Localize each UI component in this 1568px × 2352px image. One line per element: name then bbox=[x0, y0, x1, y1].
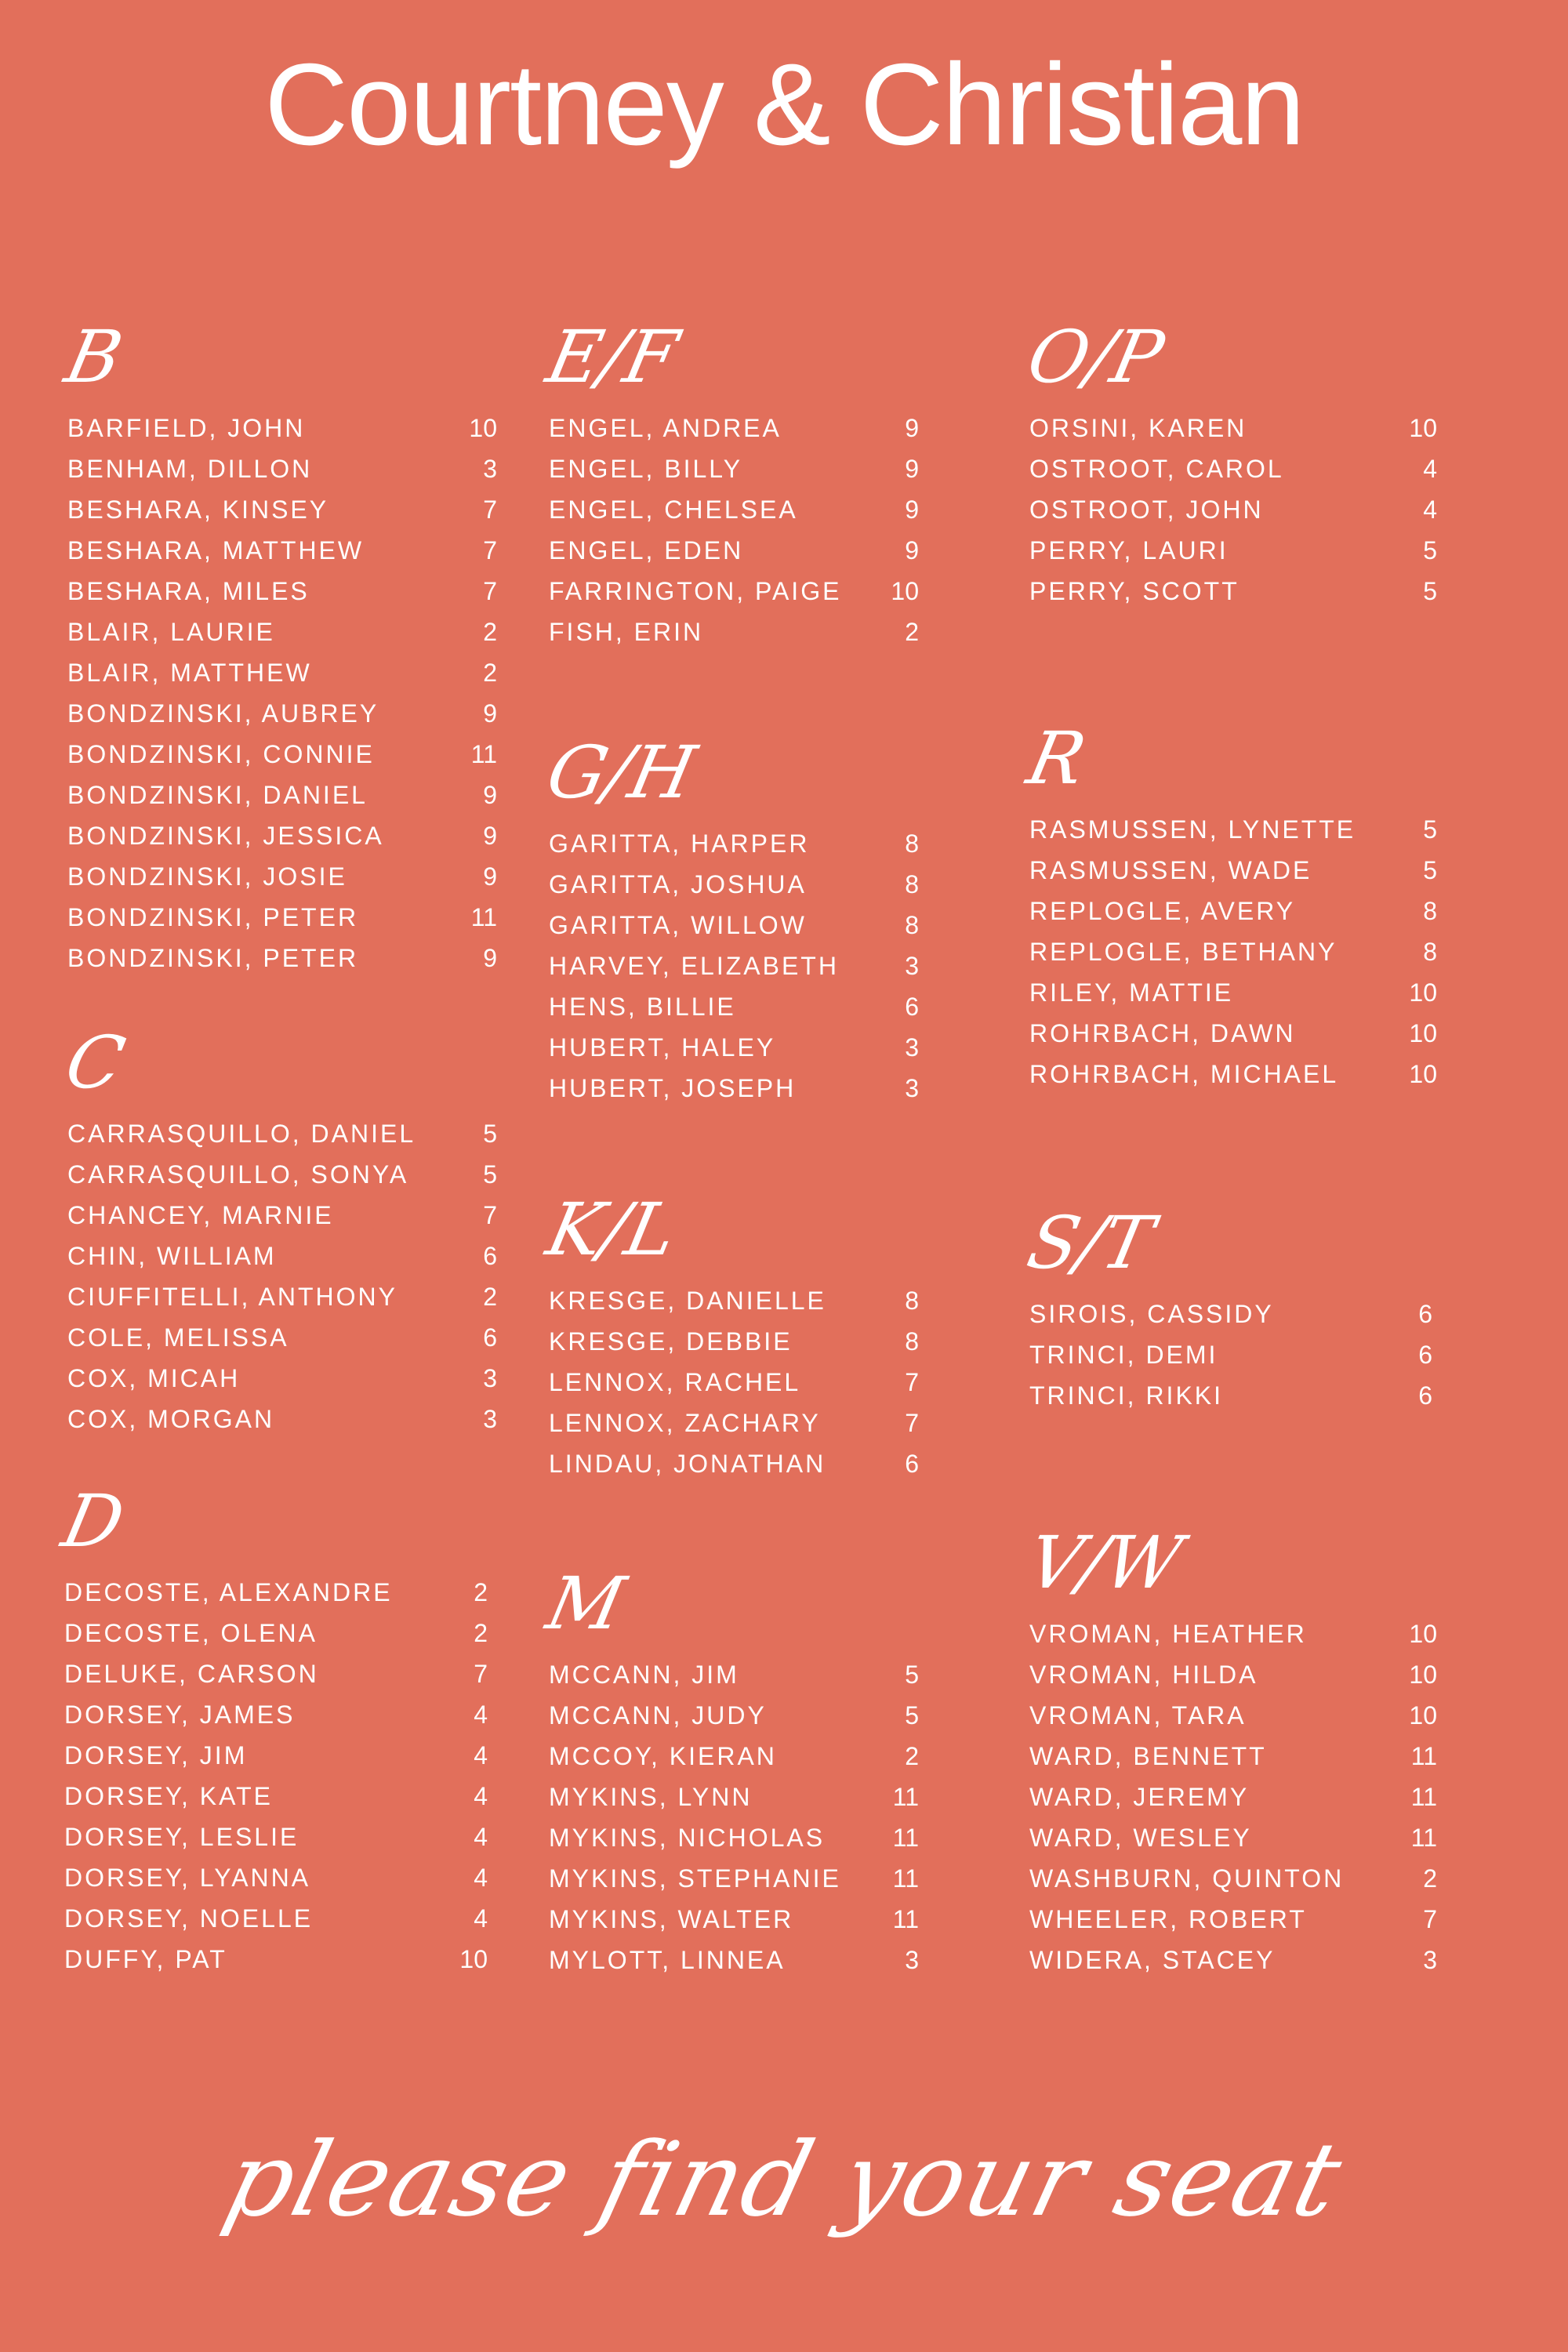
guest-name: KRESGE, DEBBIE bbox=[549, 1327, 793, 1356]
guest-name: BONDZINSKI, AUBREY bbox=[67, 699, 379, 728]
table-number: 5 bbox=[483, 1120, 497, 1148]
guest-name: BONDZINSKI, PETER bbox=[67, 903, 359, 931]
guest-name: SIROIS, CASSIDY bbox=[1029, 1300, 1274, 1328]
guest-row bbox=[549, 1362, 919, 1403]
guest-name: KRESGE, DANIELLE bbox=[549, 1287, 826, 1315]
table-number: 11 bbox=[1410, 1742, 1437, 1770]
table-number: 6 bbox=[905, 993, 919, 1021]
guest-name: REPLOGLE, BETHANY bbox=[1029, 938, 1338, 966]
guest-name: BONDZINSKI, DANIEL bbox=[67, 781, 368, 809]
table-number: 5 bbox=[1423, 815, 1437, 844]
guest-row bbox=[549, 408, 919, 448]
guest-name: MYKINS, STEPHANIE bbox=[549, 1864, 841, 1893]
guest-name: BONDZINSKI, JESSICA bbox=[67, 822, 384, 850]
guest-list bbox=[67, 408, 497, 978]
guest-name: BONDZINSKI, JOSIE bbox=[67, 862, 347, 891]
table-number: 7 bbox=[474, 1660, 488, 1688]
guest-list bbox=[549, 408, 919, 652]
guest-row bbox=[1029, 809, 1437, 850]
group-heading: B bbox=[58, 315, 130, 399]
guest-row bbox=[549, 530, 919, 571]
group-heading: D bbox=[55, 1479, 132, 1563]
table-number: 10 bbox=[1409, 1620, 1437, 1648]
table-number: 10 bbox=[469, 414, 497, 442]
table-number: 4 bbox=[474, 1904, 488, 1933]
table-number: 8 bbox=[905, 1327, 919, 1356]
guest-name: DELUKE, CARSON bbox=[64, 1660, 319, 1688]
guest-name: MCCOY, KIERAN bbox=[549, 1742, 777, 1770]
guest-name: DORSEY, JIM bbox=[64, 1741, 248, 1769]
guest-row bbox=[549, 489, 919, 530]
guest-row bbox=[549, 1027, 919, 1068]
table-number: 9 bbox=[483, 862, 497, 891]
guest-name: WARD, WESLEY bbox=[1029, 1824, 1252, 1852]
guest-row bbox=[67, 856, 497, 897]
guest-row bbox=[549, 1940, 919, 1980]
guest-name: BESHARA, MILES bbox=[67, 577, 310, 605]
guest-name: HARVEY, ELIZABETH bbox=[549, 952, 839, 980]
guest-row bbox=[549, 946, 919, 986]
guest-row bbox=[1029, 1736, 1437, 1777]
guest-name: BARFIELD, JOHN bbox=[67, 414, 306, 442]
guest-row bbox=[64, 1613, 488, 1653]
guest-list bbox=[549, 1280, 919, 1484]
guest-row bbox=[1029, 1013, 1437, 1054]
guest-name: CHIN, WILLIAM bbox=[67, 1242, 277, 1270]
guest-name: VROMAN, TARA bbox=[1029, 1701, 1247, 1730]
guest-row bbox=[64, 1939, 488, 1980]
guest-row bbox=[549, 448, 919, 489]
table-number: 9 bbox=[483, 944, 497, 972]
guest-name: RASMUSSEN, LYNETTE bbox=[1029, 815, 1356, 844]
guest-list bbox=[1029, 1294, 1432, 1416]
table-number: 11 bbox=[892, 1824, 919, 1852]
guest-name: WASHBURN, QUINTON bbox=[1029, 1864, 1345, 1893]
table-number: 2 bbox=[474, 1619, 488, 1647]
table-number: 10 bbox=[459, 1945, 488, 1973]
group-heading: K/L bbox=[539, 1188, 684, 1272]
guest-row bbox=[67, 734, 497, 775]
table-number: 2 bbox=[483, 618, 497, 646]
table-number: 6 bbox=[1418, 1381, 1432, 1410]
guest-name: MYLOTT, LINNEA bbox=[549, 1946, 786, 1974]
guest-name: ROHRBACH, MICHAEL bbox=[1029, 1060, 1339, 1088]
guest-row bbox=[1029, 1334, 1432, 1375]
table-number: 9 bbox=[905, 495, 919, 524]
guest-row bbox=[549, 905, 919, 946]
table-number: 11 bbox=[892, 1905, 919, 1933]
guest-row bbox=[549, 1403, 919, 1443]
guest-row bbox=[549, 1777, 919, 1817]
table-number: 10 bbox=[891, 577, 919, 605]
guest-row bbox=[67, 1113, 497, 1154]
table-number: 3 bbox=[905, 1033, 919, 1062]
guest-name: HUBERT, HALEY bbox=[549, 1033, 776, 1062]
guest-name: DECOSTE, ALEXANDRE bbox=[64, 1578, 393, 1606]
guest-row bbox=[549, 612, 919, 652]
table-number: 6 bbox=[483, 1323, 497, 1352]
table-number: 6 bbox=[1418, 1300, 1432, 1328]
table-number: 11 bbox=[892, 1783, 919, 1811]
table-number: 7 bbox=[905, 1368, 919, 1396]
table-number: 8 bbox=[905, 1287, 919, 1315]
guest-name: BLAIR, LAURIE bbox=[67, 618, 275, 646]
table-number: 9 bbox=[905, 536, 919, 564]
guest-list bbox=[549, 823, 919, 1109]
group-heading: G/H bbox=[539, 731, 703, 815]
guest-name: DORSEY, NOELLE bbox=[64, 1904, 314, 1933]
guest-name: DORSEY, KATE bbox=[64, 1782, 273, 1810]
guest-row bbox=[67, 571, 497, 612]
guest-name: MYKINS, LYNN bbox=[549, 1783, 753, 1811]
group-heading: V/W bbox=[1020, 1521, 1189, 1605]
table-number: 7 bbox=[1423, 1905, 1437, 1933]
guest-name: ENGEL, BILLY bbox=[549, 455, 743, 483]
guest-row bbox=[1029, 891, 1437, 931]
guest-row bbox=[549, 986, 919, 1027]
guest-name: RILEY, MATTIE bbox=[1029, 978, 1234, 1007]
guest-name: ENGEL, CHELSEA bbox=[549, 495, 798, 524]
group-heading: E/F bbox=[539, 315, 685, 399]
guest-name: ENGEL, ANDREA bbox=[549, 414, 782, 442]
guest-name: BESHARA, MATTHEW bbox=[67, 536, 365, 564]
guest-row bbox=[64, 1694, 488, 1735]
guest-row bbox=[1029, 972, 1437, 1013]
guest-name: MCCANN, JIM bbox=[549, 1661, 739, 1689]
guest-row bbox=[1029, 1858, 1437, 1899]
guest-row bbox=[1029, 489, 1437, 530]
guest-row bbox=[1029, 1613, 1437, 1654]
table-number: 6 bbox=[1418, 1341, 1432, 1369]
table-number: 2 bbox=[1423, 1864, 1437, 1893]
guest-name: ORSINI, KAREN bbox=[1029, 414, 1247, 442]
table-number: 3 bbox=[483, 1405, 497, 1433]
table-number: 2 bbox=[483, 1283, 497, 1311]
guest-row bbox=[67, 652, 497, 693]
guest-row bbox=[1029, 530, 1437, 571]
page-title: Courtney & Christian bbox=[264, 40, 1304, 169]
table-number: 3 bbox=[905, 952, 919, 980]
guest-row bbox=[64, 1653, 488, 1694]
table-number: 10 bbox=[1409, 414, 1437, 442]
table-number: 11 bbox=[470, 903, 497, 931]
guest-name: DORSEY, JAMES bbox=[64, 1700, 296, 1729]
guest-name: HUBERT, JOSEPH bbox=[549, 1074, 797, 1102]
guest-row bbox=[549, 1068, 919, 1109]
guest-name: COLE, MELISSA bbox=[67, 1323, 289, 1352]
guest-name: ROHRBACH, DAWN bbox=[1029, 1019, 1296, 1047]
table-number: 6 bbox=[905, 1450, 919, 1478]
guest-row bbox=[549, 1654, 919, 1695]
guest-name: WIDERA, STACEY bbox=[1029, 1946, 1276, 1974]
guest-name: BONDZINSKI, CONNIE bbox=[67, 740, 375, 768]
table-number: 4 bbox=[1423, 495, 1437, 524]
table-number: 8 bbox=[905, 870, 919, 898]
table-number: 9 bbox=[483, 781, 497, 809]
guest-row bbox=[67, 693, 497, 734]
guest-name: PERRY, SCOTT bbox=[1029, 577, 1240, 605]
table-number: 2 bbox=[905, 1742, 919, 1770]
guest-row bbox=[1029, 1940, 1437, 1980]
guest-row bbox=[67, 815, 497, 856]
guest-row bbox=[67, 1195, 497, 1236]
guest-name: PERRY, LAURI bbox=[1029, 536, 1229, 564]
guest-name: OSTROOT, JOHN bbox=[1029, 495, 1264, 524]
guest-row bbox=[1029, 1777, 1437, 1817]
guest-name: WHEELER, ROBERT bbox=[1029, 1905, 1307, 1933]
guest-row bbox=[1029, 408, 1437, 448]
table-number: 4 bbox=[474, 1700, 488, 1729]
guest-row bbox=[64, 1817, 488, 1857]
guest-row bbox=[549, 1321, 919, 1362]
table-number: 9 bbox=[483, 699, 497, 728]
table-number: 11 bbox=[1410, 1824, 1437, 1852]
guest-row bbox=[549, 864, 919, 905]
group-heading: C bbox=[58, 1021, 132, 1105]
guest-row bbox=[1029, 448, 1437, 489]
guest-name: CARRASQUILLO, DANIEL bbox=[67, 1120, 416, 1148]
table-number: 2 bbox=[483, 659, 497, 687]
guest-name: LENNOX, ZACHARY bbox=[549, 1409, 821, 1437]
guest-name: GARITTA, HARPER bbox=[549, 829, 810, 858]
guest-row bbox=[1029, 1817, 1437, 1858]
table-number: 11 bbox=[470, 740, 497, 768]
table-number: 4 bbox=[1423, 455, 1437, 483]
table-number: 10 bbox=[1409, 978, 1437, 1007]
table-number: 8 bbox=[905, 911, 919, 939]
table-number: 3 bbox=[483, 1364, 497, 1392]
table-number: 5 bbox=[1423, 577, 1437, 605]
guest-row bbox=[549, 1443, 919, 1484]
guest-row bbox=[67, 1276, 497, 1317]
guest-row bbox=[67, 1154, 497, 1195]
table-number: 7 bbox=[905, 1409, 919, 1437]
guest-name: MCCANN, JUDY bbox=[549, 1701, 767, 1730]
guest-row bbox=[1029, 571, 1437, 612]
guest-list bbox=[1029, 809, 1437, 1094]
table-number: 3 bbox=[483, 455, 497, 483]
guest-name: WARD, BENNETT bbox=[1029, 1742, 1267, 1770]
guest-row bbox=[549, 1736, 919, 1777]
guest-row bbox=[1029, 1294, 1432, 1334]
guest-row bbox=[64, 1898, 488, 1939]
guest-row bbox=[67, 489, 497, 530]
group-heading: S/T bbox=[1020, 1201, 1160, 1285]
group-heading: O/P bbox=[1020, 315, 1171, 399]
guest-row bbox=[67, 1399, 497, 1439]
guest-name: LENNOX, RACHEL bbox=[549, 1368, 801, 1396]
guest-row bbox=[549, 1899, 919, 1940]
guest-name: MYKINS, NICHOLAS bbox=[549, 1824, 826, 1852]
guest-name: GARITTA, WILLOW bbox=[549, 911, 807, 939]
guest-name: TRINCI, RIKKI bbox=[1029, 1381, 1224, 1410]
table-number: 5 bbox=[1423, 536, 1437, 564]
guest-row bbox=[67, 1236, 497, 1276]
guest-row bbox=[64, 1735, 488, 1776]
guest-name: BLAIR, MATTHEW bbox=[67, 659, 312, 687]
guest-name: FARRINGTON, PAIGE bbox=[549, 577, 842, 605]
guest-name: ENGEL, EDEN bbox=[549, 536, 744, 564]
guest-row bbox=[67, 530, 497, 571]
guest-name: LINDAU, JONATHAN bbox=[549, 1450, 826, 1478]
group-heading: M bbox=[539, 1562, 632, 1646]
guest-row bbox=[64, 1572, 488, 1613]
table-number: 9 bbox=[905, 455, 919, 483]
guest-row bbox=[1029, 1695, 1437, 1736]
guest-name: RASMUSSEN, WADE bbox=[1029, 856, 1312, 884]
guest-row bbox=[64, 1776, 488, 1817]
guest-list bbox=[1029, 408, 1437, 612]
guest-name: DUFFY, PAT bbox=[64, 1945, 227, 1973]
guest-name: CHANCEY, MARNIE bbox=[67, 1201, 334, 1229]
guest-name: COX, MICAH bbox=[67, 1364, 241, 1392]
table-number: 5 bbox=[483, 1160, 497, 1189]
table-number: 8 bbox=[1423, 938, 1437, 966]
guest-name: FISH, ERIN bbox=[549, 618, 704, 646]
guest-list bbox=[67, 1113, 497, 1439]
table-number: 5 bbox=[905, 1661, 919, 1689]
table-number: 2 bbox=[474, 1578, 488, 1606]
table-number: 8 bbox=[1423, 897, 1437, 925]
table-number: 9 bbox=[905, 414, 919, 442]
guest-row bbox=[1029, 1654, 1437, 1695]
guest-row bbox=[1029, 1054, 1437, 1094]
table-number: 4 bbox=[474, 1741, 488, 1769]
guest-list bbox=[64, 1572, 488, 1980]
guest-row bbox=[549, 571, 919, 612]
guest-row bbox=[549, 1695, 919, 1736]
guest-name: TRINCI, DEMI bbox=[1029, 1341, 1218, 1369]
table-number: 4 bbox=[474, 1782, 488, 1810]
guest-name: REPLOGLE, AVERY bbox=[1029, 897, 1296, 925]
guest-row bbox=[549, 1817, 919, 1858]
table-number: 9 bbox=[483, 822, 497, 850]
table-number: 11 bbox=[1410, 1783, 1437, 1811]
guest-name: DORSEY, LESLIE bbox=[64, 1823, 299, 1851]
guest-row bbox=[67, 408, 497, 448]
guest-name: CARRASQUILLO, SONYA bbox=[67, 1160, 409, 1189]
guest-name: CIUFFITELLI, ANTHONY bbox=[67, 1283, 397, 1311]
group-heading: R bbox=[1020, 717, 1093, 800]
table-number: 11 bbox=[892, 1864, 919, 1893]
table-number: 10 bbox=[1409, 1019, 1437, 1047]
guest-row bbox=[67, 938, 497, 978]
table-number: 3 bbox=[905, 1946, 919, 1974]
guest-name: COX, MORGAN bbox=[67, 1405, 275, 1433]
guest-row bbox=[1029, 931, 1437, 972]
table-number: 7 bbox=[483, 577, 497, 605]
table-number: 4 bbox=[474, 1864, 488, 1892]
guest-name: DORSEY, LYANNA bbox=[64, 1864, 311, 1892]
guest-row bbox=[1029, 1899, 1437, 1940]
guest-list bbox=[549, 1654, 919, 1980]
guest-name: BENHAM, DILLON bbox=[67, 455, 313, 483]
table-number: 10 bbox=[1409, 1701, 1437, 1730]
guest-row bbox=[67, 448, 497, 489]
guest-row bbox=[67, 897, 497, 938]
table-number: 5 bbox=[905, 1701, 919, 1730]
guest-name: BESHARA, KINSEY bbox=[67, 495, 329, 524]
guest-row bbox=[549, 1280, 919, 1321]
guest-row bbox=[67, 1317, 497, 1358]
guest-name: WARD, JEREMY bbox=[1029, 1783, 1250, 1811]
table-number: 6 bbox=[483, 1242, 497, 1270]
table-number: 7 bbox=[483, 495, 497, 524]
table-number: 10 bbox=[1409, 1661, 1437, 1689]
guest-name: VROMAN, HEATHER bbox=[1029, 1620, 1307, 1648]
table-number: 5 bbox=[1423, 856, 1437, 884]
guest-row bbox=[67, 612, 497, 652]
guest-name: DECOSTE, OLENA bbox=[64, 1619, 318, 1647]
table-number: 3 bbox=[1423, 1946, 1437, 1974]
guest-list bbox=[1029, 1613, 1437, 1980]
footer-tagline: please find your seat bbox=[213, 2120, 1355, 2239]
guest-row bbox=[64, 1857, 488, 1898]
table-number: 2 bbox=[905, 618, 919, 646]
table-number: 8 bbox=[905, 829, 919, 858]
guest-name: BONDZINSKI, PETER bbox=[67, 944, 359, 972]
guest-row bbox=[549, 823, 919, 864]
table-number: 7 bbox=[483, 1201, 497, 1229]
guest-row bbox=[1029, 1375, 1432, 1416]
guest-name: GARITTA, JOSHUA bbox=[549, 870, 807, 898]
table-number: 3 bbox=[905, 1074, 919, 1102]
guest-name: HENS, BILLIE bbox=[549, 993, 736, 1021]
table-number: 7 bbox=[483, 536, 497, 564]
table-number: 4 bbox=[474, 1823, 488, 1851]
guest-row bbox=[67, 1358, 497, 1399]
guest-row bbox=[1029, 850, 1437, 891]
table-number: 10 bbox=[1409, 1060, 1437, 1088]
guest-row bbox=[67, 775, 497, 815]
guest-name: MYKINS, WALTER bbox=[549, 1905, 794, 1933]
guest-name: OSTROOT, CAROL bbox=[1029, 455, 1284, 483]
guest-name: VROMAN, HILDA bbox=[1029, 1661, 1258, 1689]
guest-row bbox=[549, 1858, 919, 1899]
